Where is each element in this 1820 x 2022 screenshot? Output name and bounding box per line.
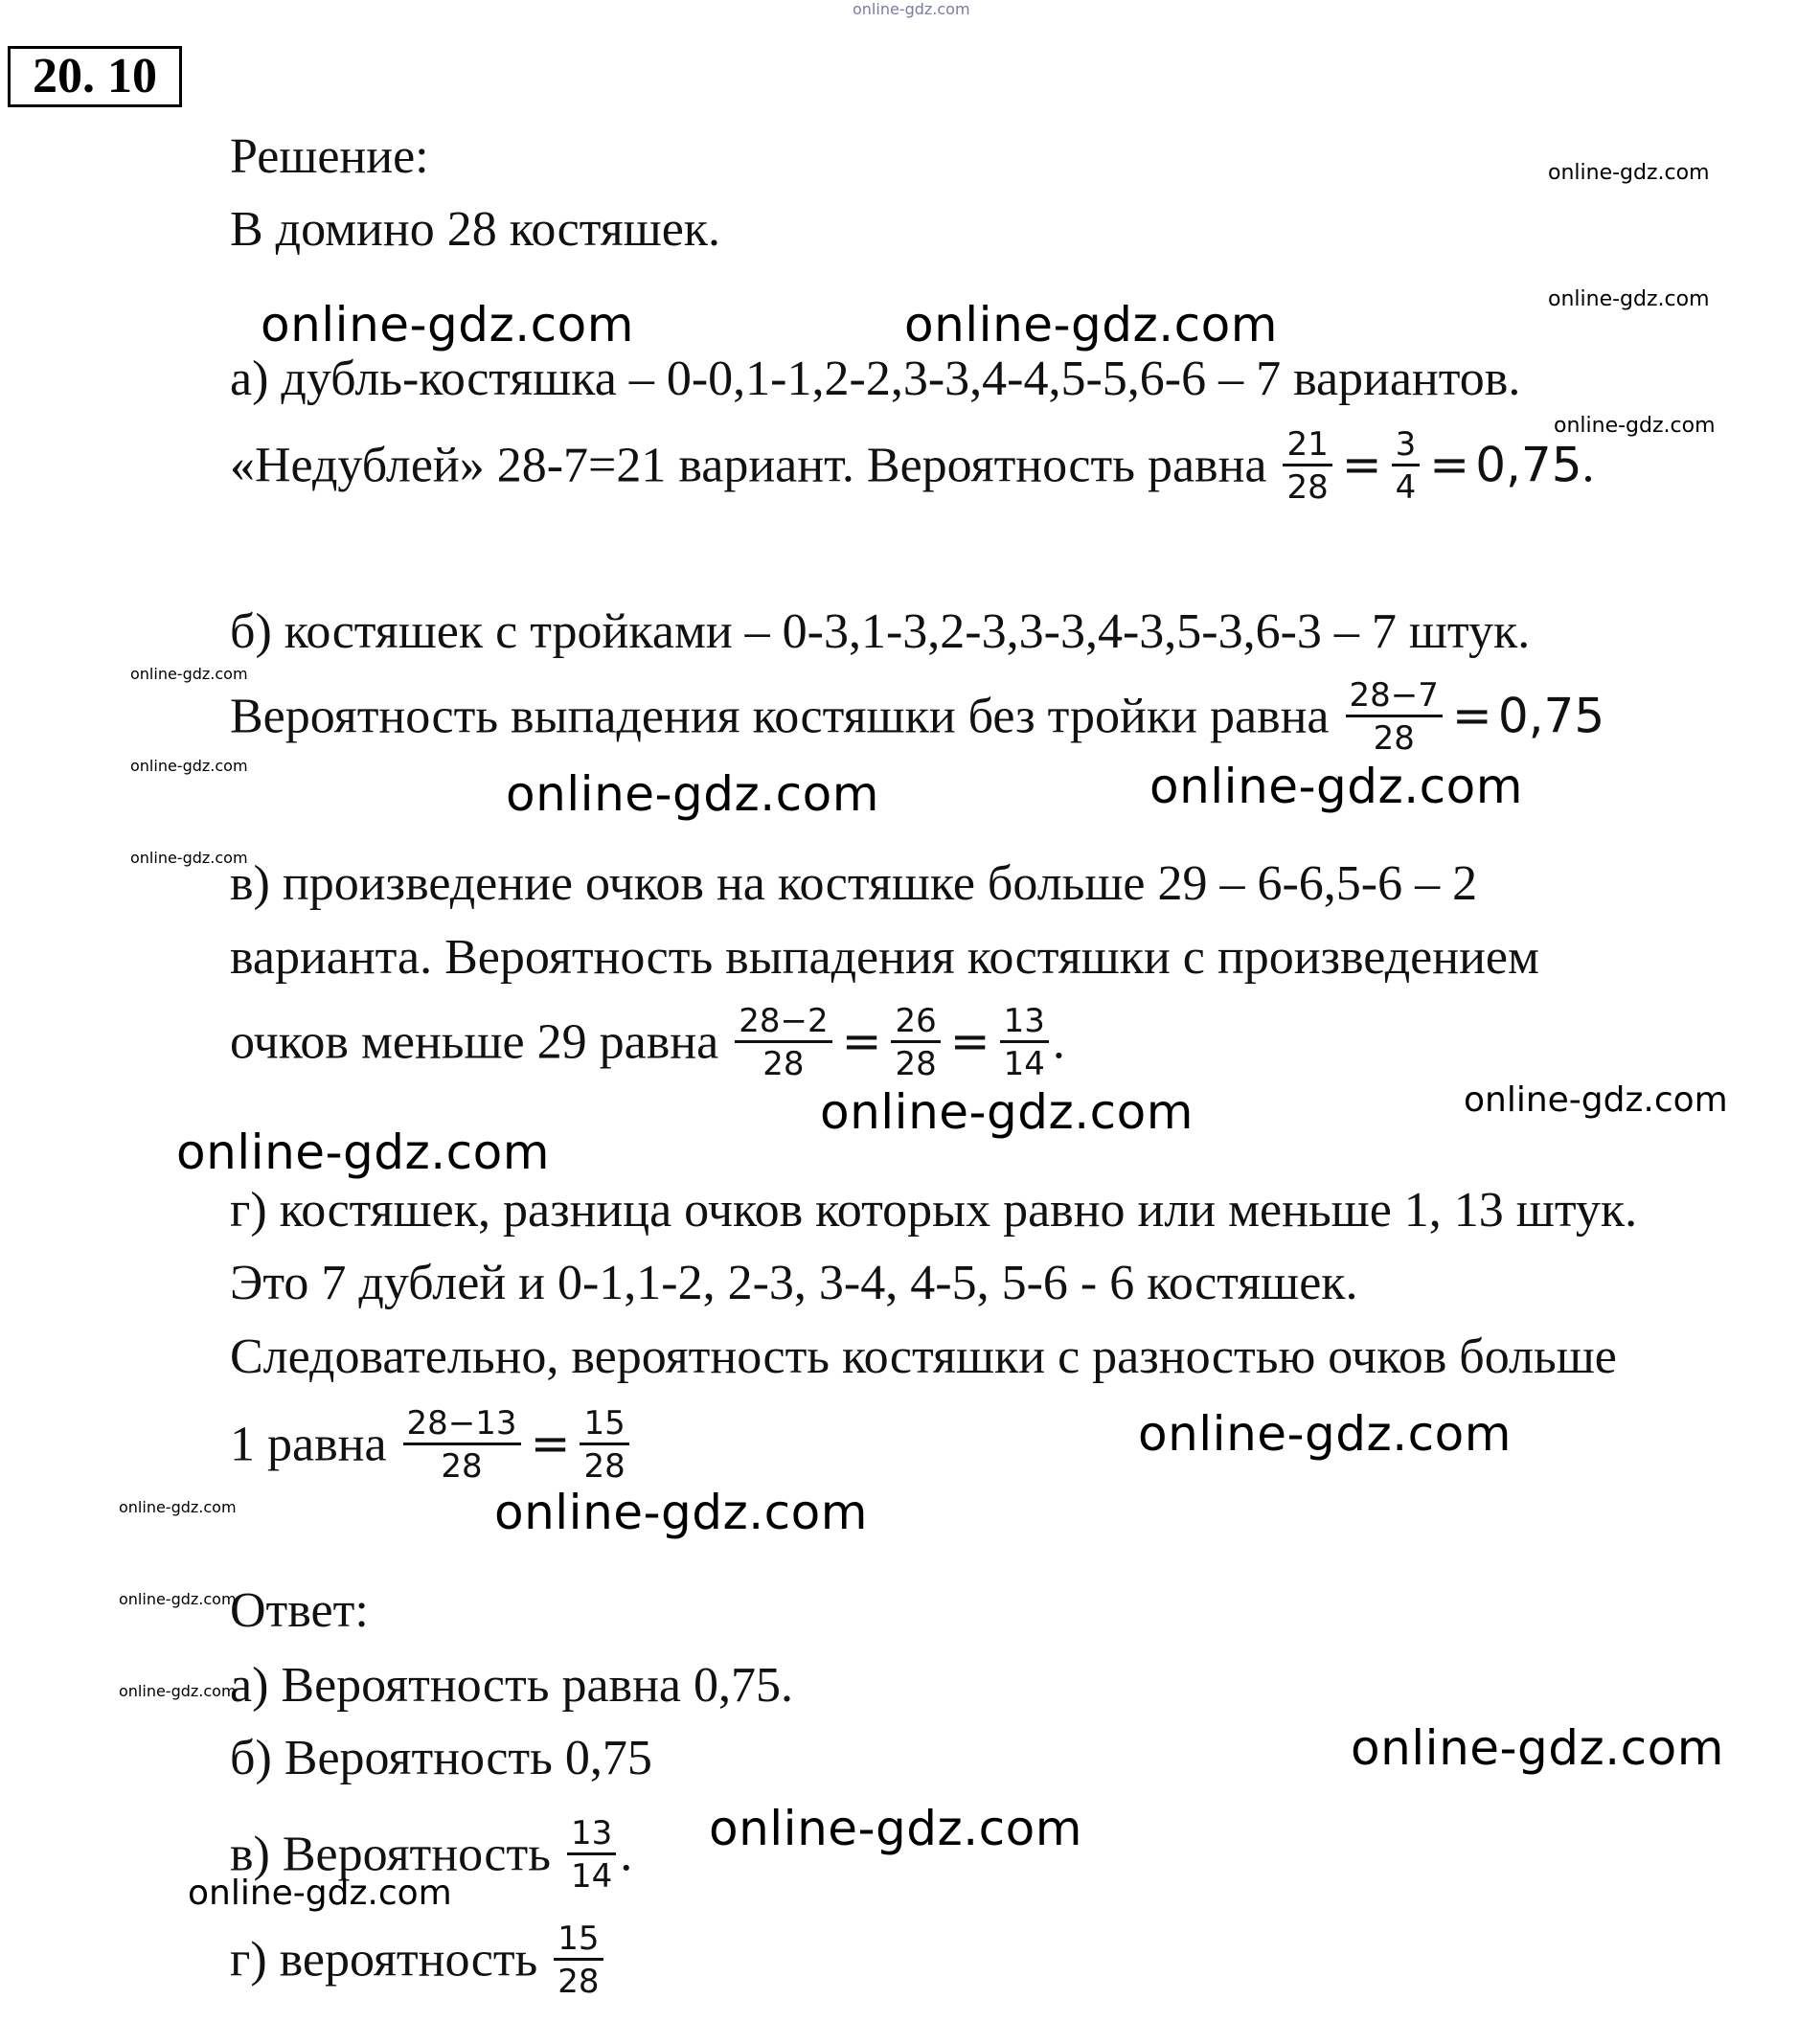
watermark: online-gdz.com [1464,1080,1728,1120]
watermark-top: online-gdz.com [853,0,970,18]
watermark: online-gdz.com [188,1874,452,1913]
fraction-28-13-28: $\frac{28-13}{28}$ [403,1406,521,1484]
answer-b: б) Вероятность 0,75 [230,1731,652,1785]
fraction-21-28: $\frac{21}{28}$ [1283,427,1331,505]
part-a-line-1: а) дубль-костяшка – 0-0,1-1,2-2,3-3,4-4,5-5,6-6 – 7 вариантов. [230,352,1521,406]
watermark: online-gdz.com [1138,1406,1512,1462]
answer-a: а) Вероятность равна 0,75. [230,1658,793,1713]
part-g-text: 1 равна [230,1417,387,1472]
watermark: online-gdz.com [130,757,248,775]
part-b-line-2: Вероятность выпадения костяшки без тройки равна $\frac{28-7}{28}$ = 0,75 [230,676,1605,758]
watermark: online-gdz.com [1548,161,1710,185]
answer-g-fraction: $\frac{15}{28}$ [554,1921,603,1999]
watermark: online-gdz.com [119,1682,237,1700]
intro-text: В домино 28 костяшек. [230,202,721,257]
answer-v: в) Вероятность $\frac{13}{14}$ . [230,1814,633,1896]
part-g-line-3: Следовательно, вероятность костяшки с разностью очков больше [230,1329,1617,1384]
watermark: online-gdz.com [119,1498,237,1516]
watermark: online-gdz.com [119,1590,237,1608]
watermark: online-gdz.com [130,665,248,683]
fraction-26-28: $\frac{26}{28}$ [891,1004,940,1081]
fraction-3-4: $\frac{3}{4}$ [1392,427,1421,505]
part-a-line-2: «Недублей» 28-7=21 вариант. Вероятность равна $\frac{21}{28}$ = $\frac{3}{4}$ = 0,75. [230,425,1595,507]
part-b-result: 0,75 [1497,688,1605,744]
watermark: online-gdz.com [506,766,879,822]
part-g-line-4: 1 равна $\frac{28-13}{28}$ = $\frac{15}{28}$ [230,1410,633,1488]
watermark: online-gdz.com [904,297,1278,352]
watermark: online-gdz.com [1351,1720,1724,1776]
watermark: online-gdz.com [1548,287,1710,311]
answer-heading: Ответ: [230,1583,369,1638]
watermark: online-gdz.com [709,1801,1082,1856]
answer-v-fraction: $\frac{13}{14}$ [567,1816,616,1894]
watermark: online-gdz.com [176,1125,550,1180]
part-v-line-3: очков меньше 29 равна $\frac{28-2}{28}$ = $\frac{26}{28}$ = $\frac{13}{14}$ . [230,1002,1065,1083]
part-v-text: очков меньше 29 равна [230,1014,719,1070]
part-a-text: «Недублей» 28-7=21 вариант. Вероятность равна [230,438,1267,493]
fraction-28-7-28: $\frac{28-7}{28}$ [1346,678,1443,756]
part-b-line-1: б) костяшек с тройками – 0-3,1-3,2-3,3-3,4-3,5-3,6-3 – 7 штук. [230,604,1531,659]
part-g-line-2: Это 7 дублей и 0-1,1-2, 2-3, 3-4, 4-5, 5-6 - 6 костяшек. [230,1256,1358,1310]
fraction-15-28: $\frac{15}{28}$ [580,1406,628,1484]
solution-heading: Решение: [230,129,429,184]
fraction-28-2-28: $\frac{28-2}{28}$ [735,1004,831,1081]
watermark: online-gdz.com [130,849,248,867]
watermark: online-gdz.com [494,1485,868,1540]
answer-g: г) вероятность $\frac{15}{28}$ [230,1925,607,2003]
part-g-line-1: г) костяшек, разница очков которых равно или меньше 1, 13 штук. [230,1183,1638,1238]
watermark: online-gdz.com [261,297,634,352]
watermark: online-gdz.com [820,1084,1194,1140]
part-v-line-1: в) произведение очков на костяшке больше 29 – 6-6,5-6 – 2 [230,856,1478,911]
watermark: online-gdz.com [1149,759,1523,814]
watermark: online-gdz.com [1554,414,1716,438]
problem-number: 20. 10 [8,46,182,107]
part-v-line-2: варианта. Вероятность выпадения костяшки с произведением [230,930,1539,985]
part-b-text: Вероятность выпадения костяшки без тройки равна [230,689,1330,744]
fraction-13-14: $\frac{13}{14}$ [1000,1004,1049,1081]
part-a-result: 0,75 [1475,437,1582,493]
